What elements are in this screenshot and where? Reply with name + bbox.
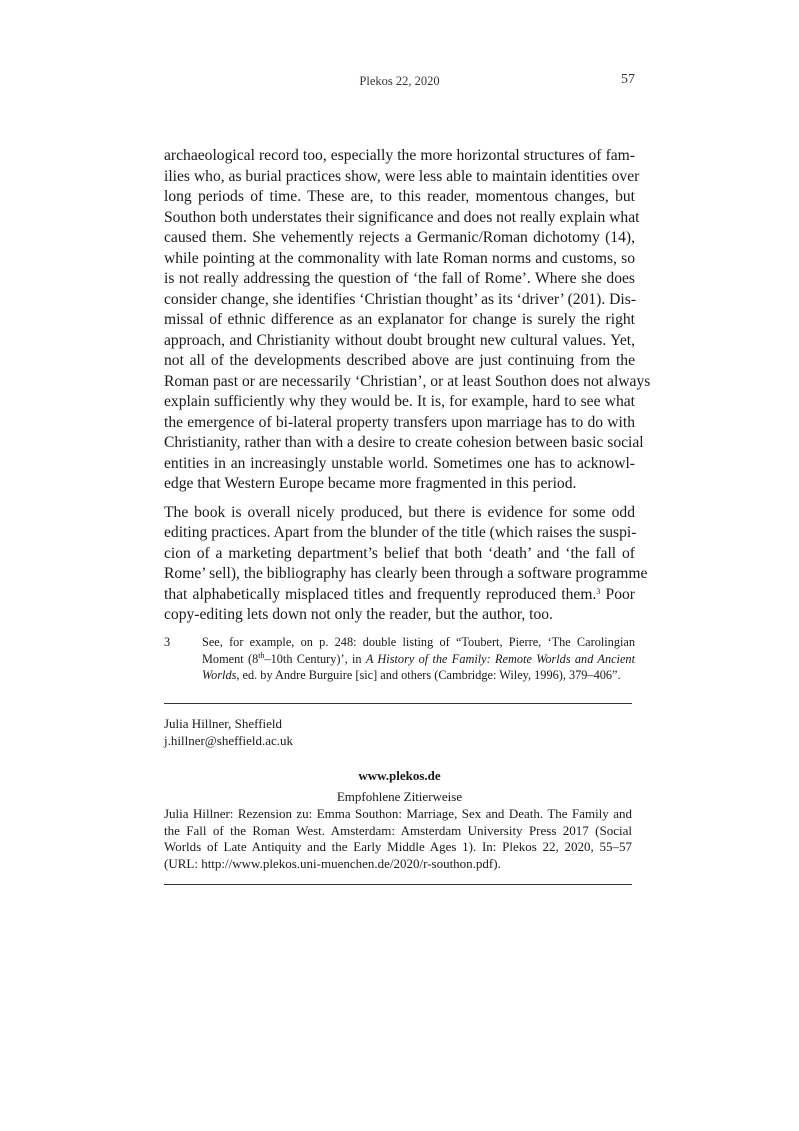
footnote-italic-title: A History of the Family: Remote Worlds and Ancient Worlds: [202, 651, 635, 682]
text-line: the emergence of bi-lateral property transfers upon marriage has to do with: [164, 413, 635, 431]
footnotes: [164, 634, 635, 684]
text-line: long periods of time. These are, to this reader, momentous changes, but: [164, 188, 635, 205]
footnote-superscript: th: [258, 650, 265, 660]
citation-text: Julia Hillner: Rezension zu: Emma Southon: Marriage, Sex and Death. The Family and the Fall of the Roman West. Amsterdam: Amsterdam University Press 2017 (Social Worlds of Late Antiquity and the Early Middle Ages 1). In: Plekos 22, 2020, 55–57 (URL: http://www.plekos.uni-muenchen.de/2020/r-southon.pdf).: [164, 806, 632, 871]
page-header: [0, 72, 799, 92]
text-line: edge that Western Europe became more fragmented in this period.: [164, 475, 577, 492]
text-line: archaeological record too, especially the more horizontal structures of fam-: [164, 147, 635, 164]
text-line: missal of ethnic difference as an explanator for change is surely the right: [164, 311, 635, 328]
author-name: Julia Hillner, Sheffield: [164, 716, 283, 731]
text-line: The book is overall nicely produced, but there is evidence for some odd: [164, 503, 635, 521]
paragraph-1: [164, 146, 651, 495]
text-line: while pointing at the commonality with late Roman norms and customs, so: [164, 249, 635, 267]
text-line: Roman past or are necessarily ‘Christian’, or at least Southon does not always: [164, 372, 651, 390]
text-line: Southon both understates their significance and does not really explain what: [164, 208, 640, 226]
text-line: entities in an increasingly unstable world. Sometimes one has to acknowl-: [164, 454, 635, 472]
footnote-reference[interactable]: 3: [596, 586, 601, 596]
text-line: consider change, she identifies ‘Christian thought’ as its ‘driver’ (201). Dis-: [164, 290, 637, 308]
page-number: 57: [621, 72, 635, 87]
text-line: copy-editing lets down not only the reader, but the author, too.: [164, 606, 553, 623]
text-line: caused them. She vehemently rejects a Germanic/Roman dichotomy (14),: [164, 229, 635, 246]
text-line: approach, and Christianity without doubt brought new cultural values. Yet,: [164, 331, 635, 349]
paragraph-2: [164, 503, 648, 626]
footnote-text: [202, 634, 635, 684]
text-line: cion of a marketing department’s belief that both ‘death’ and ‘the fall of: [164, 544, 635, 562]
text-line: explain sufficiently why they would be. It is, for example, hard to see what: [164, 393, 635, 410]
text-line: Rome’ sell), the bibliography has clearly been through a software programme: [164, 565, 648, 582]
text-line: editing practices. Apart from the blunder of the title (which raises the suspi-: [164, 524, 637, 541]
author-block: [164, 715, 293, 749]
running-head: Plekos 22, 2020: [359, 74, 440, 88]
divider-rule-bottom: [164, 884, 632, 885]
footnote-3: [164, 634, 635, 684]
text-line: ilies who, as burial practices show, were less able to maintain identities over: [164, 167, 640, 185]
footnote-text-c: , ed. by Andre Burguire [sic] and others (Cambridge: Wiley, 1996), 379–406”.: [236, 668, 621, 682]
footnote-text-b: –10th Century)’, in: [264, 651, 366, 666]
text-line: that alphabetically misplaced titles and frequently reproduced them.$^3$ Poor: [164, 585, 636, 603]
text-line: not all of the developments described above are just continuing from the: [164, 352, 635, 369]
text-line: Christianity, rather than with a desire to create cohesion between basic social: [164, 434, 644, 451]
footnote-number: 3: [164, 635, 171, 649]
body-text: [164, 146, 651, 634]
text-line: is not really addressing the question of ‘the fall of Rome’. Where she does: [164, 270, 635, 287]
citation-heading: Empfohlene Zitierweise: [336, 789, 463, 804]
site-link[interactable]: www.plekos.de: [358, 768, 441, 783]
divider-rule: [164, 703, 632, 704]
author-email: j.hillner@sheffield.ac.uk: [164, 733, 294, 748]
footnote-text-a: See, for example, on p. 248: double listing of “Toubert, Pierre, ‘The Carolingian Moment (8: [202, 635, 635, 666]
